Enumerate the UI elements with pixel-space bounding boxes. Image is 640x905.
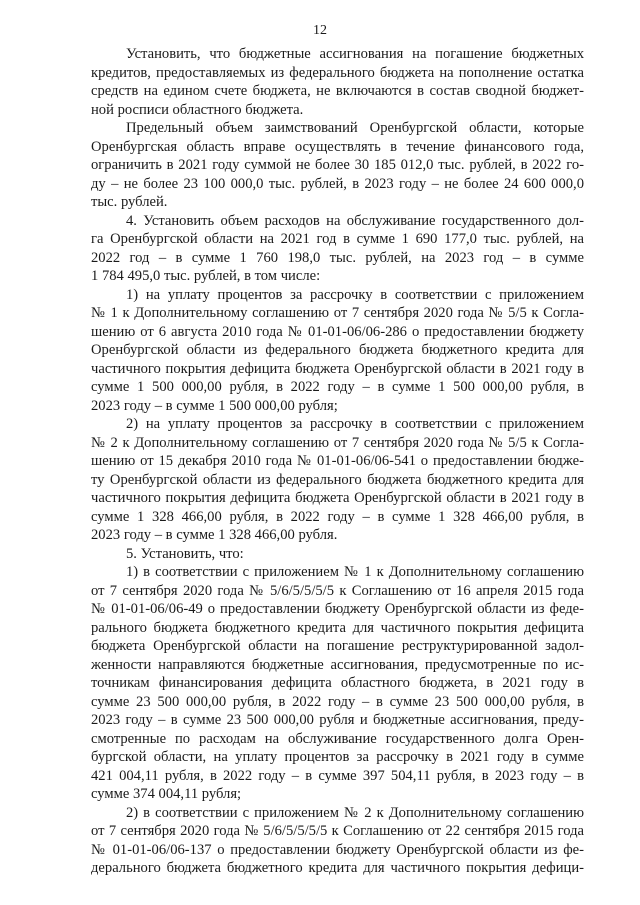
text-line: тыс. рублей.	[91, 194, 168, 210]
paragraph-first-line: 4. Установить объем расходов на обслуживание государственного дол-	[126, 212, 584, 229]
text-line: ту Оренбургской области из федерального бюджета бюджетного кредита для	[91, 471, 584, 488]
text-line: от 7 сентября 2020 года № 5/6/5/5/5/5 к Соглашению от 16 апреля 2015 года	[91, 582, 584, 599]
text-line: га Оренбургской области на 2021 год в сумме 1 690 177,0 тыс. рублей, на	[91, 231, 584, 247]
text-line: бюджета Оренбургской области на погашение реструктурированной задол-	[91, 638, 584, 654]
text-line: бургской области, на уплату процентов за рассрочку в 2021 году в сумме	[91, 749, 584, 765]
text-line: № 01-01-06/06-137 о предоставлении бюджету Оренбургской области из фе-	[91, 841, 584, 858]
text-line: сумме 23 500 000,00 рубля, в 2022 году – в сумме 23 500 000,00 рубля, в	[91, 693, 584, 710]
text-line: 2023 году – в сумме 23 500 000,00 рубля и бюджетные ассигнования, преду-	[91, 712, 584, 728]
text-line: частичного покрытия дефицита бюджета Оренбургской области в 2021 году в	[91, 490, 584, 506]
text-line: 421 004,11 рубля, в 2022 году – в сумме 397 504,11 рубля, в 2023 году – в	[91, 767, 584, 784]
text-line: кредитов, предоставляемых из федерального бюджета на пополнение остатка	[91, 64, 584, 81]
text-line: № 01-01-06/06-49 о предоставлении бюджету Оренбургской области из феде-	[91, 601, 584, 617]
text-line: ограничить в 2021 году суммой не более 30 185 012,0 тыс. рублей, в 2022 го-	[91, 157, 584, 173]
text-line: шению от 6 августа 2010 года № 01-01-06/06-286 о предоставлении бюджету	[91, 323, 584, 340]
text-line: точникам финансирования дефицита областного бюджета, в 2021 году в	[91, 675, 584, 691]
paragraph-first-line: 1) на уплату процентов за рассрочку в соответствии с приложением	[126, 286, 584, 303]
text-line: от 7 сентября 2020 года № 5/6/5/5/5/5 к Соглашению от 22 сентября 2015 года	[91, 823, 584, 839]
text-line: средств на едином счете бюджета, не включаются в состав сводной бюджет-	[91, 83, 584, 99]
document-body	[91, 45, 584, 878]
text-line: Оренбургская область вправе осуществлять в течение финансового года,	[91, 138, 584, 155]
text-line: рального бюджета бюджетного кредита для частичного покрытия дефицита	[91, 619, 584, 636]
paragraph-first-line: 1) в соответствии с приложением № 1 к Дополнительному соглашению	[126, 564, 584, 580]
text-line: Оренбургской области из федерального бюджета бюджетного кредита для	[91, 342, 584, 358]
text-line: смотренные по расходам на обслуживание государственного долга Орен-	[91, 730, 584, 747]
text-line: 2023 году – в сумме 1 328 466,00 рубля.	[91, 527, 338, 543]
text-line: сумме 374 004,11 рубля;	[91, 786, 242, 802]
paragraph-first-line: 5. Установить, что:	[126, 545, 244, 562]
text-line: ду – не более 23 100 000,0 тыс. рублей, в 2023 году – не более 24 600 000,0	[91, 175, 584, 192]
paragraph-first-line: Предельный объем заимствований Оренбургской области, которые	[126, 120, 584, 136]
page-number: 12	[313, 23, 327, 38]
text-line: сумме 1 328 466,00 рубля, в 2022 году – в сумме 1 328 466,00 рубля, в	[91, 508, 584, 525]
text-line: дерального бюджета бюджетного кредита для частичного покрытия дефици-	[91, 860, 584, 876]
text-line: частичного покрытия дефицита бюджета Оренбургской области в 2021 году в	[91, 360, 584, 377]
text-line: 2023 году – в сумме 1 500 000,00 рубля;	[91, 397, 338, 414]
paragraph-first-line: 2) в соответствии с приложением № 2 к Дополнительному соглашению	[126, 804, 584, 821]
text-line: сумме 1 500 000,00 рубля, в 2022 году – в сумме 1 500 000,00 рубля, в	[91, 379, 584, 395]
paragraph-first-line: Установить, что бюджетные ассигнования на погашение бюджетных	[126, 46, 584, 62]
text-line: шению от 15 декабря 2010 года № 01-01-06/06-541 о предоставлении бюдже-	[91, 453, 584, 469]
text-line: 1 784 495,0 тыс. рублей, в том числе:	[91, 268, 321, 284]
text-line: ной росписи областного бюджета.	[91, 101, 304, 118]
text-line: № 1 к Дополнительному соглашению от 7 сентября 2020 года № 5/5 к Согла-	[91, 305, 584, 321]
text-line: № 2 к Дополнительному соглашению от 7 сентября 2020 года № 5/5 к Согла-	[91, 434, 584, 451]
text-line: женности направляются бюджетные ассигнования, предусмотренные по ис-	[91, 656, 584, 673]
paragraph-first-line: 2) на уплату процентов за рассрочку в соответствии с приложением	[126, 416, 584, 432]
text-line: 2022 год – в сумме 1 760 198,0 тыс. рублей, на 2023 год – в сумме	[91, 249, 584, 266]
